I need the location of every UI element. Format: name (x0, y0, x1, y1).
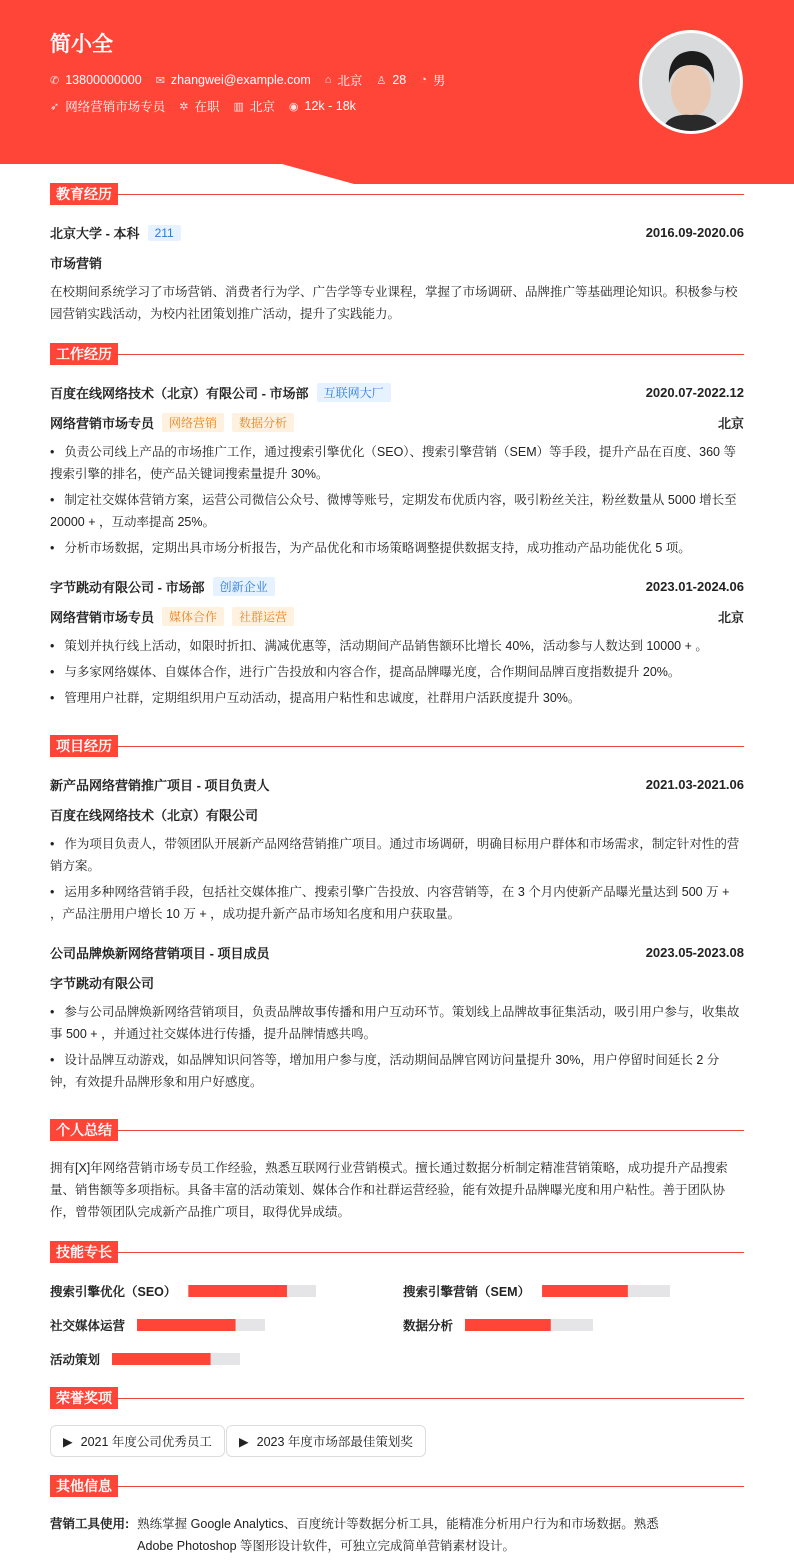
project-company-text: 字节跳动有限公司 (50, 976, 155, 991)
work-company-row (50, 383, 744, 402)
skill-tag: 媒体合作 (162, 607, 224, 626)
work-role-row (50, 607, 744, 626)
section-title: 技能专长 (50, 1241, 118, 1263)
skill-bar (112, 1353, 240, 1365)
bullet: • 设计品牌互动游戏，如品牌知识问答等，增加用户参与度，活动期间品牌官网访问量提升 30%，用户停留时间延长 2 分钟，有效提升品牌形象和用户好感度。 (50, 1049, 744, 1093)
section-other (50, 1475, 744, 1497)
bullet: • 参与公司品牌焕新网络营销项目，负责品牌故事传播和用户互动环节。策划线上品牌故事征集活动，吸引用户参与，收集故事 500 + ，并通过社交媒体进行传播，提升品牌情感共鸣。 (50, 1001, 744, 1045)
work-city: 北京 (249, 100, 275, 114)
job-intent-row (50, 97, 356, 115)
major (50, 253, 744, 272)
award-text: 2023 年度市场部最佳策划奖 (256, 1435, 413, 1449)
section-title: 教育经历 (50, 183, 118, 205)
project-bullets (50, 833, 744, 929)
skill-name: 活动策划 (50, 1353, 101, 1367)
other-info (50, 1513, 690, 1557)
project-company-text: 百度在线网络技术（北京）有限公司 (50, 808, 259, 823)
triangle-icon: ▶ (239, 1434, 249, 1449)
award-item (226, 1425, 426, 1457)
education-desc: 在校期间系统学习了市场营销、消费者行为学、广告学等专业课程，掌握了市场调研、品牌推广等基础理论知识。积极参与校园营销实践活动，为校内社团策划推广活动，提升了实践能力。 (50, 285, 738, 321)
work-company-row (50, 577, 744, 596)
skill-name: 数据分析 (403, 1319, 454, 1333)
award-text: 2021 年度公司优秀员工 (80, 1435, 212, 1449)
section-summary (50, 1119, 744, 1141)
gender: 男 (432, 74, 446, 88)
role: 网络营销市场专员 (50, 610, 155, 625)
skill-item (403, 1282, 670, 1300)
salary-icon: ◉ (288, 100, 299, 113)
project-date: 2021.03-2021.06 (645, 777, 744, 792)
skill-tag: 网络营销 (162, 413, 224, 432)
work-role-row (50, 413, 744, 432)
company-tag: 创新企业 (213, 577, 275, 596)
project-bullets (50, 1001, 744, 1097)
project-company (50, 973, 744, 992)
school: 北京大学 - 本科 (50, 226, 140, 241)
skill-bar (137, 1319, 265, 1331)
work-bullets (50, 441, 744, 563)
work-date: 2023.01-2024.06 (645, 579, 744, 594)
role: 网络营销市场专员 (50, 416, 155, 431)
phone-icon: ✆ (50, 74, 60, 87)
email: zhangwei@example.com (170, 73, 311, 87)
project-company (50, 805, 744, 824)
skill-fill (137, 1319, 236, 1331)
skill-bar (465, 1319, 593, 1331)
company: 百度在线网络技术（北京）有限公司 - 市场部 (50, 386, 309, 401)
other-label: 营销工具使用: (50, 1517, 130, 1531)
company: 字节跳动有限公司 - 市场部 (50, 580, 205, 595)
skill-tag: 社群运营 (232, 607, 294, 626)
skill-fill (188, 1285, 287, 1297)
work-bullets (50, 635, 744, 713)
work-city: 北京 (717, 416, 744, 431)
skill-item (50, 1282, 316, 1300)
skill-name: 搜索引擎优化（SEO） (50, 1285, 177, 1299)
skill-fill (465, 1319, 551, 1331)
section-project (50, 735, 744, 757)
bullet: • 策划并执行线上活动，如限时折扣、满减优惠等，活动期间产品销售额环比增长 40%，活动参与人数达到 10000 + 。 (50, 635, 744, 657)
work-date: 2020.07-2022.12 (645, 385, 744, 400)
skill-bar (188, 1285, 316, 1297)
education-date: 2016.09-2020.06 (645, 225, 744, 240)
phone: 13800000000 (65, 73, 142, 87)
salary: 12k - 18k (304, 99, 356, 113)
gender-icon: ◔ (420, 74, 427, 86)
triangle-icon: ▶ (63, 1434, 73, 1449)
project-row (50, 943, 744, 962)
contact-row (50, 71, 445, 89)
skill-item (50, 1350, 240, 1368)
school-tag: 211 (148, 225, 181, 241)
candidate-name: 简小全 (50, 33, 113, 56)
status-icon: ✲ (179, 100, 189, 113)
bullet: • 作为项目负责人，带领团队开展新产品网络营销推广项目。通过市场调研，明确目标用户群体和市场需求，制定针对性的营销方案。 (50, 833, 744, 877)
project-name: 新产品网络营销推广项目 - 项目负责人 (50, 778, 270, 793)
skill-fill (112, 1353, 211, 1365)
city: 北京 (337, 74, 363, 88)
project-row (50, 775, 744, 794)
skill-name: 社交媒体运营 (50, 1319, 126, 1333)
summary-text: 拥有[X]年网络营销市场专员工作经验，熟悉互联网行业营销模式。擅长通过数据分析制定精准营销策略，成功提升产品搜索量、销售额等多项指标。具备丰富的活动策划、媒体合作和社群运营经验，能有效提升品牌曝光度和用户粘性。善于团队协作，曾带领团队完成新产品推广项目，取得优异成绩。 (50, 1161, 728, 1219)
work-city: 北京 (717, 610, 744, 625)
bullet: • 分析市场数据，定期出具市场分析报告，为产品优化和市场策略调整提供数据支持，成功推动产品功能优化 5 项。 (50, 537, 744, 559)
section-skills (50, 1241, 744, 1263)
age: 28 (392, 73, 407, 87)
skill-bar (542, 1285, 670, 1297)
skill-item (50, 1316, 265, 1334)
bullet: • 运用多种网络营销手段，包括社交媒体推广、搜索引擎广告投放、内容营销等，在 3 个月内使新产品曝光量达到 500 万 + ，产品注册用户增长 10 万 + ，成功提升新产品市场知名度和用户获取量。 (50, 881, 744, 925)
building-icon: ▥ (233, 100, 244, 113)
position: 网络营销市场专员 (65, 100, 166, 114)
major-text: 市场营销 (50, 256, 103, 271)
bullet: • 与多家网络媒体、自媒体合作，进行广告投放和内容合作，提高品牌曝光度，合作期间品牌百度指数提升 20%。 (50, 661, 744, 683)
project-date: 2023.05-2023.08 (645, 945, 744, 960)
skill-fill (542, 1285, 628, 1297)
home-icon: ⌂ (324, 74, 332, 86)
send-icon: ➶ (50, 100, 60, 113)
company-tag: 互联网大厂 (317, 383, 391, 402)
avatar (639, 30, 743, 134)
section-awards (50, 1387, 744, 1409)
section-title: 其他信息 (50, 1475, 118, 1497)
skill-tag: 数据分析 (232, 413, 294, 432)
section-title: 荣誉奖项 (50, 1387, 118, 1409)
skill-name: 搜索引擎营销（SEM） (403, 1285, 531, 1299)
bullet: • 制定社交媒体营销方案，运营公司微信公众号、微博等账号，定期发布优质内容，吸引粉丝关注，粉丝数量从 5000 增长至 20000 + ，互动率提高 25%。 (50, 489, 744, 533)
status: 在职 (194, 100, 220, 114)
section-work (50, 343, 744, 365)
education-row (50, 223, 744, 242)
section-title: 个人总结 (50, 1119, 118, 1141)
other-text: 熟练掌握 Google Analytics、百度统计等数据分析工具，能精准分析用户行为和市场数据。熟悉 Adobe Photoshop 等图形设计软件，可独立完成简单营销素材设计。 (137, 1517, 659, 1553)
section-title: 工作经历 (50, 343, 118, 365)
skill-item (403, 1316, 593, 1334)
bullet: • 负责公司线上产品的市场推广工作，通过搜索引擎优化（SEO）、搜索引擎营销（SEM）等手段，提升产品在百度、360 等搜索引擎的排名，使产品关键词搜索量提升 30%。 (50, 441, 744, 485)
project-name: 公司品牌焕新网络营销项目 - 项目成员 (50, 946, 270, 961)
bullet: • 管理用户社群，定期组织用户互动活动，提高用户粘性和忠诚度，社群用户活跃度提升 30%。 (50, 687, 744, 709)
section-title: 项目经历 (50, 735, 118, 757)
section-education (50, 183, 744, 205)
cake-icon: ♙ (376, 74, 387, 87)
award-item (50, 1425, 225, 1457)
mail-icon: ✉ (155, 74, 165, 87)
